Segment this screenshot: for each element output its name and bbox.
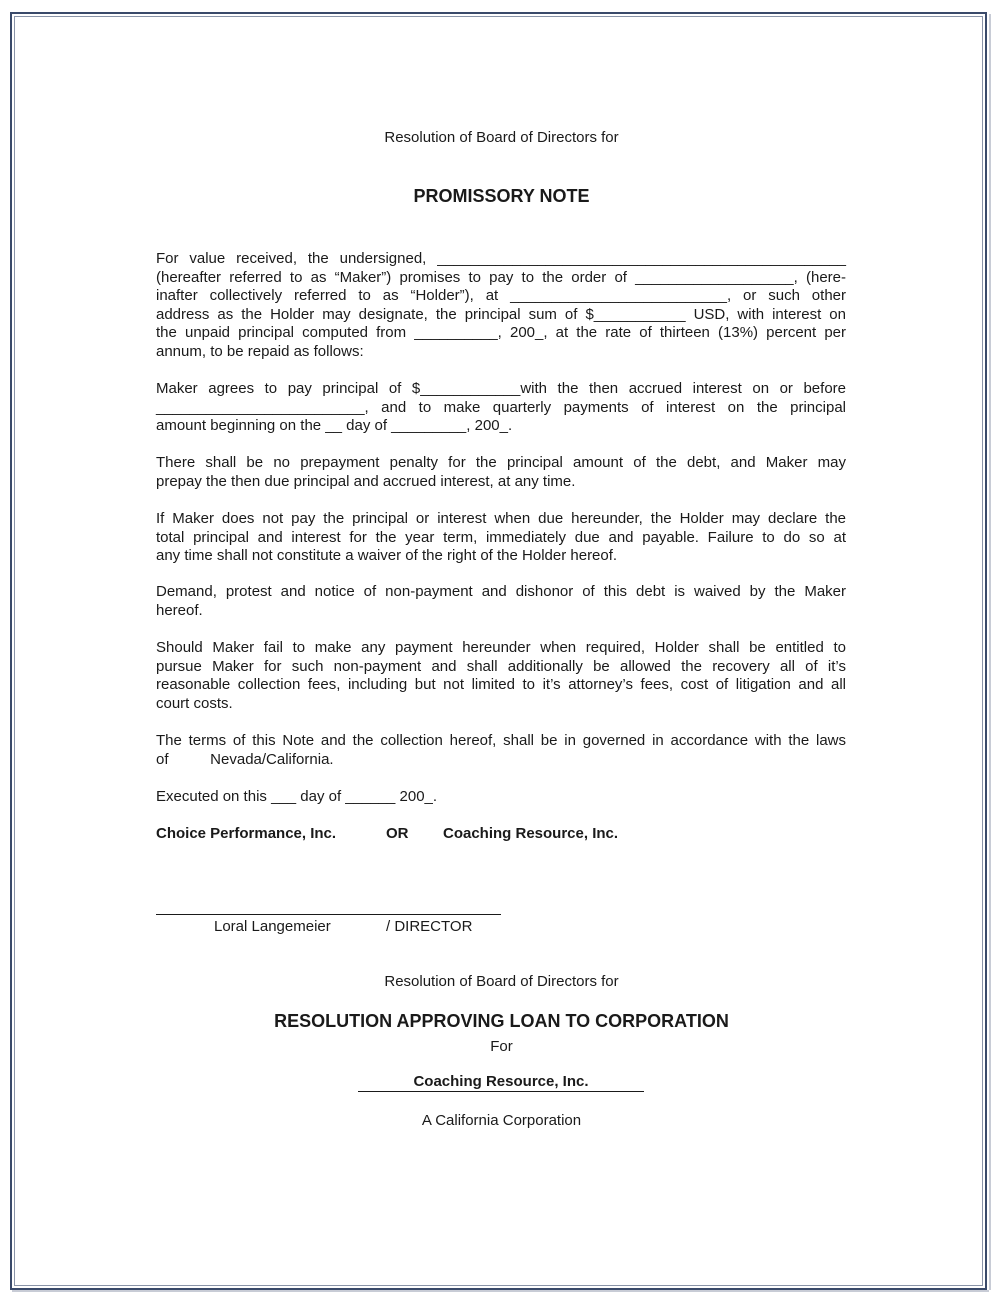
document-title: PROMISSORY NOTE [413, 186, 590, 206]
paragraph-line: There shall be no prepayment penalty for the principal amount of the debt, and Maker may [156, 454, 846, 471]
paragraph-line: inafter collectively referred to as “Holder”), at __________________________, or such other [156, 287, 846, 305]
paragraph-prepayment [156, 454, 846, 491]
paragraph-line: amount beginning on the __ day of _________, 200_. [156, 417, 513, 435]
paragraph-line: hereof. [156, 601, 203, 619]
paragraph-line: For value received, the undersigned, _________________________________________________ [156, 250, 846, 267]
paragraph-line: Should Maker fail to make any payment hereunder when required, Holder shall be entitled to [156, 639, 846, 656]
paragraph-collection [156, 639, 846, 713]
paragraph-line: _________________________, and to make quarterly payments of interest on the principal [156, 398, 846, 416]
paragraph-line: court costs. [156, 694, 233, 712]
paragraph-demand [156, 583, 846, 620]
paragraph-line: pursue Maker for such non-payment and shall additionally be allowed the recovery all of it’s [156, 657, 846, 675]
resolution-title: RESOLUTION APPROVING LOAN TO CORPORATION [274, 1011, 729, 1031]
paragraph-line: any time shall not constitute a waiver of the right of the Holder hereof. [156, 547, 618, 565]
paragraph-line: of Nevada/California. [156, 750, 334, 768]
paragraph-line: annum, to be repaid as follows: [156, 342, 364, 360]
paragraph-line: Demand, protest and notice of non-payment and dishonor of this debt is waived by the Maker [156, 583, 846, 600]
signatory-role: / DIRECTOR [386, 918, 473, 935]
paragraph-line: reasonable collection fees, including but not limited to it’s attorney’s fees, cost of litigation and all [156, 676, 846, 694]
paragraph-line: If Maker does not pay the principal or interest when due hereunder, the Holder may declare the [156, 510, 846, 527]
resolution-company: Coaching Resource, Inc. [358, 1073, 644, 1092]
signatory-name: Loral Langemeier [214, 918, 331, 935]
resolution-subtitle: Resolution of Board of Directors for [384, 973, 619, 990]
page-shadow-bottom [12, 1290, 989, 1292]
executed-date-line: Executed on this ___ day of ______ 200_. [156, 788, 438, 805]
paragraph-governing-law [156, 732, 846, 769]
party-name-1: Choice Performance, Inc. [156, 825, 337, 842]
document-subtitle: Resolution of Board of Directors for [384, 129, 619, 146]
paragraph-line: The terms of this Note and the collection hereof, shall be in governed in accordance with the laws [156, 732, 846, 749]
paragraph-repayment [156, 380, 846, 436]
paragraph-line: total principal and interest for the year term, immediately due and payable. Failure to do so at [156, 528, 846, 546]
resolution-corp-type: A California Corporation [421, 1112, 582, 1129]
resolution-for: For [490, 1038, 513, 1055]
signature-line [156, 914, 501, 915]
paragraph-opening [156, 250, 846, 362]
paragraph-line: the unpaid principal computed from __________, 200_, at the rate of thirteen (13%) percent per [156, 324, 846, 342]
paragraph-line: (hereafter referred to as “Maker”) promises to pay to the order of ___________________, (here- [156, 268, 846, 286]
paragraph-default [156, 510, 846, 566]
party-or-separator: OR [386, 825, 409, 842]
paragraph-line: prepay the then due principal and accrued interest, at any time. [156, 472, 576, 490]
paragraph-line: Maker agrees to pay principal of $____________with the then accrued interest on or before [156, 380, 846, 397]
paragraph-line: address as the Holder may designate, the principal sum of $___________ USD, with interest on [156, 305, 846, 323]
party-name-2: Coaching Resource, Inc. [443, 825, 619, 842]
